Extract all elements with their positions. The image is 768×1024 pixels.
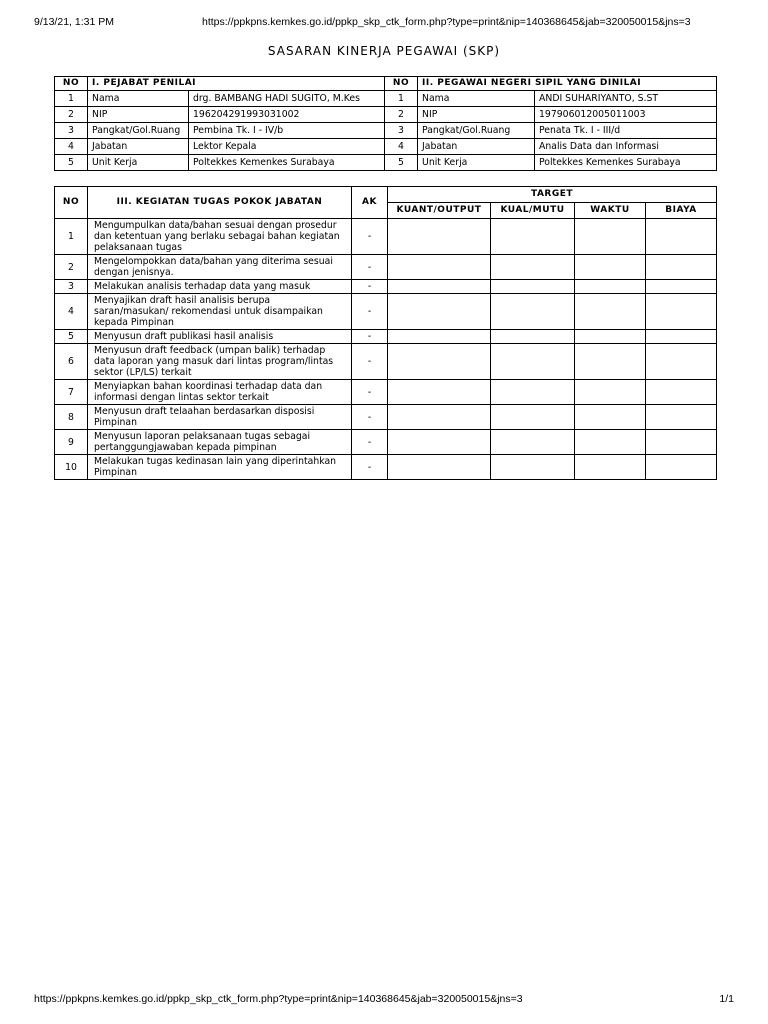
- target-waktu-cell: [575, 294, 646, 330]
- field-label-right: NIP: [418, 107, 535, 123]
- kegiatan-description: Mengelompokkan data/bahan yang diterima sesuai dengan jenisnya.: [88, 255, 352, 280]
- target-waktu-cell: [575, 280, 646, 294]
- kegiatan-ak: -: [352, 405, 388, 430]
- target-kuant-output-cell: [388, 219, 491, 255]
- header-pegawai-dinilai: II. PEGAWAI NEGERI SIPIL YANG DINILAI: [418, 77, 717, 91]
- kegiatan-number: 4: [55, 294, 88, 330]
- target-kuant-output-cell: [388, 430, 491, 455]
- kegiatan-number: 5: [55, 330, 88, 344]
- pejabat-body: [55, 91, 717, 171]
- kegiatan-row: [55, 255, 717, 280]
- field-label-left: Unit Kerja: [88, 155, 189, 171]
- header-no-right: NO: [385, 77, 418, 91]
- field-value-right: Analis Data dan Informasi: [535, 139, 717, 155]
- pejabat-row: [55, 107, 717, 123]
- kegiatan-row: [55, 294, 717, 330]
- field-label-right: Jabatan: [418, 139, 535, 155]
- target-kual-mutu-cell: [491, 330, 575, 344]
- kegiatan-description: Melakukan analisis terhadap data yang masuk: [88, 280, 352, 294]
- target-biaya-cell: [646, 380, 717, 405]
- kegiatan-ak: -: [352, 280, 388, 294]
- kegiatan-row: [55, 380, 717, 405]
- target-biaya-cell: [646, 430, 717, 455]
- kegiatan-row: [55, 330, 717, 344]
- target-biaya-cell: [646, 219, 717, 255]
- document-title: SASARAN KINERJA PEGAWAI (SKP): [267, 44, 501, 58]
- kegiatan-number: 8: [55, 405, 88, 430]
- print-datetime: 9/13/21, 1:31 PM: [34, 16, 114, 28]
- kegiatan-description: Menyusun draft feedback (umpan balik) terhadap data laporan yang masuk dari lintas program/lintas sektor (LP/LS) terkait: [88, 344, 352, 380]
- field-value-right: Poltekkes Kemenkes Surabaya: [535, 155, 717, 171]
- target-biaya-cell: [646, 405, 717, 430]
- field-label-left: Nama: [88, 91, 189, 107]
- kegiatan-number: 1: [55, 219, 88, 255]
- pejabat-row: [55, 123, 717, 139]
- page-number: 1/1: [719, 993, 734, 1005]
- header-kuant-output: KUANT/OUTPUT: [388, 203, 491, 219]
- target-waktu-cell: [575, 430, 646, 455]
- target-waktu-cell: [575, 330, 646, 344]
- row-number-left: 4: [55, 139, 88, 155]
- target-kuant-output-cell: [388, 380, 491, 405]
- target-kual-mutu-cell: [491, 294, 575, 330]
- field-value-left: drg. BAMBANG HADI SUGITO, M.Kes: [189, 91, 385, 107]
- field-label-left: Pangkat/Gol.Ruang: [88, 123, 189, 139]
- target-kuant-output-cell: [388, 294, 491, 330]
- row-number-right: 3: [385, 123, 418, 139]
- kegiatan-description: Menyusun draft telaahan berdasarkan disposisi Pimpinan: [88, 405, 352, 430]
- row-number-right: 4: [385, 139, 418, 155]
- target-kuant-output-cell: [388, 255, 491, 280]
- kegiatan-ak: -: [352, 330, 388, 344]
- header-biaya: BIAYA: [646, 203, 717, 219]
- kegiatan-row: [55, 405, 717, 430]
- pejabat-row: [55, 155, 717, 171]
- target-kuant-output-cell: [388, 344, 491, 380]
- kegiatan-ak: -: [352, 380, 388, 405]
- field-label-right: Pangkat/Gol.Ruang: [418, 123, 535, 139]
- kegiatan-ak: -: [352, 294, 388, 330]
- kegiatan-number: 2: [55, 255, 88, 280]
- kegiatan-number: 9: [55, 430, 88, 455]
- target-waktu-cell: [575, 405, 646, 430]
- pejabat-row: [55, 139, 717, 155]
- target-biaya-cell: [646, 455, 717, 480]
- pejabat-row: [55, 91, 717, 107]
- row-number-left: 2: [55, 107, 88, 123]
- footer-url: https://ppkpns.kemkes.go.id/ppkp_skp_ctk_form.php?type=print&nip=140368645&jab=320050015&jns=3: [34, 993, 523, 1005]
- kegiatan-ak: -: [352, 219, 388, 255]
- kegiatan-number: 10: [55, 455, 88, 480]
- target-kual-mutu-cell: [491, 344, 575, 380]
- kegiatan-row: [55, 455, 717, 480]
- target-biaya-cell: [646, 344, 717, 380]
- row-number-left: 3: [55, 123, 88, 139]
- print-url: https://ppkpns.kemkes.go.id/ppkp_skp_ctk_form.php?type=print&nip=140368645&jab=320050015&jns=3: [202, 16, 691, 28]
- kegiatan-number: 3: [55, 280, 88, 294]
- field-value-left: Lektor Kepala: [189, 139, 385, 155]
- target-kual-mutu-cell: [491, 380, 575, 405]
- header-kegiatan: III. KEGIATAN TUGAS POKOK JABATAN: [88, 187, 352, 219]
- target-biaya-cell: [646, 294, 717, 330]
- row-number-right: 2: [385, 107, 418, 123]
- row-number-right: 5: [385, 155, 418, 171]
- target-kual-mutu-cell: [491, 280, 575, 294]
- target-kual-mutu-cell: [491, 405, 575, 430]
- row-number-right: 1: [385, 91, 418, 107]
- kegiatan-ak: -: [352, 430, 388, 455]
- kegiatan-description: Menyajikan draft hasil analisis berupa saran/masukan/ rekomendasi untuk disampaikan kepada Pimpinan: [88, 294, 352, 330]
- kegiatan-description: Menyiapkan bahan koordinasi terhadap data dan informasi dengan lintas sektor terkait: [88, 380, 352, 405]
- target-kual-mutu-cell: [491, 455, 575, 480]
- target-waktu-cell: [575, 455, 646, 480]
- field-value-right: Penata Tk. I - III/d: [535, 123, 717, 139]
- kegiatan-number: 7: [55, 380, 88, 405]
- kegiatan-description: Menyusun laporan pelaksanaan tugas sebagai pertanggungjawaban kepada pimpinan: [88, 430, 352, 455]
- kegiatan-ak: -: [352, 255, 388, 280]
- kegiatan-row: [55, 219, 717, 255]
- field-value-left: 196204291993031002: [189, 107, 385, 123]
- target-biaya-cell: [646, 255, 717, 280]
- field-label-left: Jabatan: [88, 139, 189, 155]
- field-label-right: Nama: [418, 91, 535, 107]
- pejabat-table: [54, 76, 717, 171]
- target-kual-mutu-cell: [491, 219, 575, 255]
- target-biaya-cell: [646, 330, 717, 344]
- kegiatan-description: Mengumpulkan data/bahan sesuai dengan prosedur dan ketentuan yang berlaku sebagai bahan kegiatan pelaksanaan tugas: [88, 219, 352, 255]
- header-kual-mutu: KUAL/MUTU: [491, 203, 575, 219]
- kegiatan-ak: -: [352, 455, 388, 480]
- row-number-left: 1: [55, 91, 88, 107]
- target-waktu-cell: [575, 380, 646, 405]
- target-kuant-output-cell: [388, 280, 491, 294]
- target-kual-mutu-cell: [491, 255, 575, 280]
- header-ak: AK: [352, 187, 388, 219]
- target-kual-mutu-cell: [491, 430, 575, 455]
- target-waktu-cell: [575, 255, 646, 280]
- kegiatan-body: [55, 219, 717, 480]
- target-kuant-output-cell: [388, 405, 491, 430]
- header-no: NO: [55, 187, 88, 219]
- header-no-left: NO: [55, 77, 88, 91]
- target-biaya-cell: [646, 280, 717, 294]
- field-label-right: Unit Kerja: [418, 155, 535, 171]
- kegiatan-description: Melakukan tugas kedinasan lain yang diperintahkan Pimpinan: [88, 455, 352, 480]
- field-value-right: 197906012005011003: [535, 107, 717, 123]
- kegiatan-ak: -: [352, 344, 388, 380]
- header-pejabat-penilai: I. PEJABAT PENILAI: [88, 77, 385, 91]
- kegiatan-description: Menyusun draft publikasi hasil analisis: [88, 330, 352, 344]
- row-number-left: 5: [55, 155, 88, 171]
- target-waktu-cell: [575, 219, 646, 255]
- field-value-right: ANDI SUHARIYANTO, S.ST: [535, 91, 717, 107]
- kegiatan-row: [55, 280, 717, 294]
- pejabat-header-row: [55, 77, 717, 91]
- target-kuant-output-cell: [388, 330, 491, 344]
- target-waktu-cell: [575, 344, 646, 380]
- kegiatan-row: [55, 344, 717, 380]
- field-label-left: NIP: [88, 107, 189, 123]
- field-value-left: Poltekkes Kemenkes Surabaya: [189, 155, 385, 171]
- kegiatan-row: [55, 430, 717, 455]
- field-value-left: Pembina Tk. I - IV/b: [189, 123, 385, 139]
- kegiatan-number: 6: [55, 344, 88, 380]
- header-waktu: WAKTU: [575, 203, 646, 219]
- kegiatan-table: [54, 186, 717, 480]
- target-kuant-output-cell: [388, 455, 491, 480]
- header-target: TARGET: [388, 187, 717, 203]
- kegiatan-header-row-1: [55, 187, 717, 203]
